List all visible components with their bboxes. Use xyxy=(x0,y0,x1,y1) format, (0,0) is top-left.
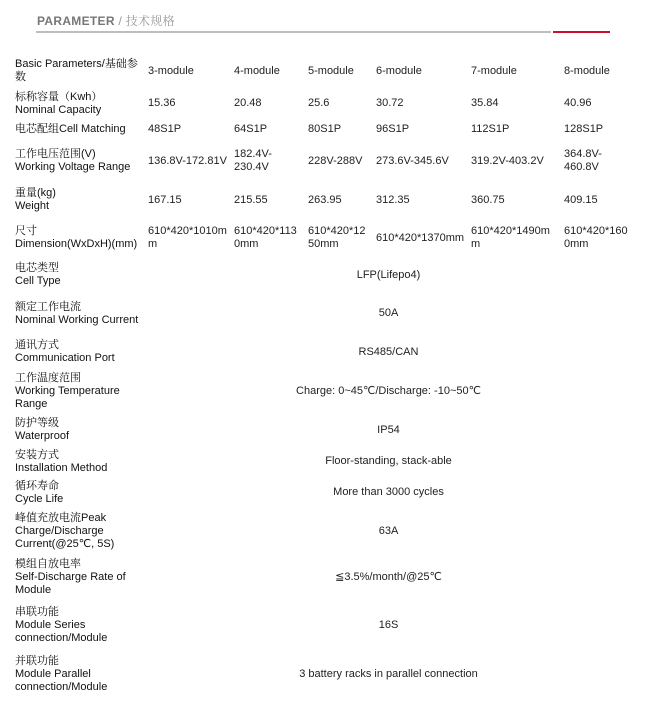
row-label-en: Cycle Life xyxy=(15,492,64,505)
table-cell: 610*420*1130mm xyxy=(234,225,297,250)
table-cell-merged: IP54 xyxy=(377,423,400,436)
row-label-zh: 重量(kg) xyxy=(15,187,56,199)
table-cell: 273.6V-345.6V xyxy=(376,154,449,167)
table-row xyxy=(12,217,632,259)
row-label-en: Charge/Discharge Current(@25℃, 5S) xyxy=(15,524,115,550)
table-cell: 409.15 xyxy=(564,193,598,206)
table-row xyxy=(12,508,632,554)
table-cell: 35.84 xyxy=(471,97,499,109)
table-cell: 263.95 xyxy=(308,193,342,206)
row-label xyxy=(12,368,145,414)
section-title-separator: / xyxy=(114,14,126,28)
row-label-zh: 额定工作电流 xyxy=(15,300,81,313)
table-cell: 215.55 xyxy=(234,193,268,206)
table-cell: 48S1P xyxy=(148,122,182,135)
table-row xyxy=(12,414,632,446)
row-label xyxy=(12,554,145,600)
table-cell: 30.72 xyxy=(376,97,404,109)
table-row xyxy=(12,554,632,600)
row-label-zh: 通讯方式 xyxy=(15,339,59,351)
table-cell: 25.6 xyxy=(308,97,330,109)
row-label xyxy=(12,600,145,650)
table-cell-merged: 63A xyxy=(378,524,399,537)
row-label xyxy=(12,54,145,88)
table-row xyxy=(12,119,632,139)
column-header: 8-module xyxy=(564,64,610,77)
table-cell-merged: LFP(Lifepo4) xyxy=(356,268,421,281)
spec-table xyxy=(12,54,632,698)
row-label-en: Dimension(WxDxH)(mm) xyxy=(15,238,138,250)
row-label-zh: 模组自放电率 xyxy=(15,557,81,570)
header-divider xyxy=(36,31,551,33)
row-label-text: Basic Parameters/基础参数 xyxy=(15,58,138,83)
table-row xyxy=(12,368,632,414)
row-label-zh: 工作电压范围(V) xyxy=(15,148,96,160)
table-row xyxy=(12,650,632,698)
row-label xyxy=(12,650,145,698)
section-title-en: PARAMETER xyxy=(37,14,115,28)
table-cell-merged: 3 battery racks in parallel connection xyxy=(299,667,478,680)
table-cell: 228V-288V xyxy=(308,154,363,167)
row-label-zh: 循环寿命 xyxy=(15,479,59,492)
table-cell: 20.48 xyxy=(234,97,262,109)
table-row xyxy=(12,446,632,477)
table-cell: 136.8V-172.81V xyxy=(148,154,227,167)
table-cell: 112S1P xyxy=(471,122,510,135)
row-label-zh: 标称容量（Kwh） xyxy=(15,90,103,103)
table-cell: 312.35 xyxy=(376,193,410,206)
table-cell: 128S1P xyxy=(564,122,604,135)
table-cell: 15.36 xyxy=(148,97,176,109)
table-cell: 40.96 xyxy=(564,97,592,109)
table-cell: 610*420*1010mm xyxy=(148,225,227,250)
row-label xyxy=(12,446,145,477)
row-label-en: Module Series connection/Module xyxy=(15,618,108,644)
row-label xyxy=(12,259,145,291)
section-title xyxy=(37,12,175,29)
table-cell: 80S1P xyxy=(308,122,342,135)
row-label-en: Working Temperature Range xyxy=(15,384,120,410)
table-row xyxy=(12,336,632,368)
row-label-en: Communication Port xyxy=(15,352,115,364)
row-label-zh: 并联功能 xyxy=(15,654,59,667)
table-row xyxy=(12,259,632,291)
column-header: 7-module xyxy=(471,64,517,77)
table-cell-merged: Charge: 0~45℃/Discharge: -10~50℃ xyxy=(296,384,481,397)
row-label xyxy=(12,336,145,368)
row-label-zh: 安装方式 xyxy=(15,448,59,461)
table-cell: 182.4V-230.4V xyxy=(234,148,272,173)
table-cell: 610*420*1600mm xyxy=(564,225,628,250)
row-label xyxy=(12,414,145,446)
table-row xyxy=(12,54,632,88)
row-label-en: Cell Type xyxy=(15,275,61,287)
row-label xyxy=(12,119,145,139)
column-header: 6-module xyxy=(376,64,422,77)
table-cell: 96S1P xyxy=(376,122,410,135)
row-label-en: Working Voltage Range xyxy=(15,161,131,173)
row-label-en: Waterproof xyxy=(15,430,70,442)
column-header: 3-module xyxy=(148,64,194,77)
column-header: 4-module xyxy=(234,64,280,77)
table-cell: 610*420*1370mm xyxy=(376,231,465,244)
row-label-zh: 峰值充放电流Peak xyxy=(15,511,107,524)
table-row xyxy=(12,88,632,119)
row-label-en: Weight xyxy=(15,200,50,212)
column-header: 5-module xyxy=(308,64,354,77)
header-accent-bar xyxy=(553,31,610,33)
table-cell: 64S1P xyxy=(234,122,268,135)
table-row xyxy=(12,477,632,508)
row-label-zh: 串联功能 xyxy=(15,605,59,618)
table-cell-merged: 50A xyxy=(378,307,399,319)
row-label xyxy=(12,139,145,183)
row-label-zh: 防护等级 xyxy=(15,417,59,429)
table-cell-merged: 16S xyxy=(378,618,399,631)
row-label xyxy=(12,508,145,554)
section-title-zh: 技术规格 xyxy=(125,14,175,28)
row-label-zh: 尺寸 xyxy=(15,225,37,237)
table-row xyxy=(12,139,632,183)
table-cell-merged: ≦3.5%/month/@25℃ xyxy=(335,570,442,583)
row-label xyxy=(12,291,145,336)
table-row xyxy=(12,600,632,650)
row-label xyxy=(12,183,145,217)
table-cell-merged: Floor-standing, stack-able xyxy=(325,455,452,467)
row-label xyxy=(12,477,145,508)
row-label xyxy=(12,217,145,259)
row-label-en: Self-Discharge Rate of Module xyxy=(15,570,126,596)
row-label-zh: 电芯配组Cell Matching xyxy=(15,122,126,135)
table-cell: 610*420*1250mm xyxy=(308,225,366,250)
row-label xyxy=(12,88,145,119)
row-label-en: Nominal Working Current xyxy=(15,313,139,326)
table-cell: 319.2V-403.2V xyxy=(471,154,544,167)
table-row xyxy=(12,183,632,217)
row-label-en: Nominal Capacity xyxy=(15,103,102,116)
row-label-en: Installation Method xyxy=(15,461,108,474)
table-cell: 364.8V-460.8V xyxy=(564,148,602,173)
table-cell-merged: RS485/CAN xyxy=(358,345,419,358)
row-label-zh: 工作温度范围 xyxy=(15,371,81,384)
row-label-en: Module Parallel connection/Module xyxy=(15,667,108,693)
table-cell: 610*420*1490mm xyxy=(471,225,550,250)
table-cell-merged: More than 3000 cycles xyxy=(333,486,444,498)
row-label-zh: 电芯类型 xyxy=(15,262,59,274)
table-cell: 360.75 xyxy=(471,193,505,206)
table-cell: 167.15 xyxy=(148,193,182,206)
table-row xyxy=(12,291,632,336)
